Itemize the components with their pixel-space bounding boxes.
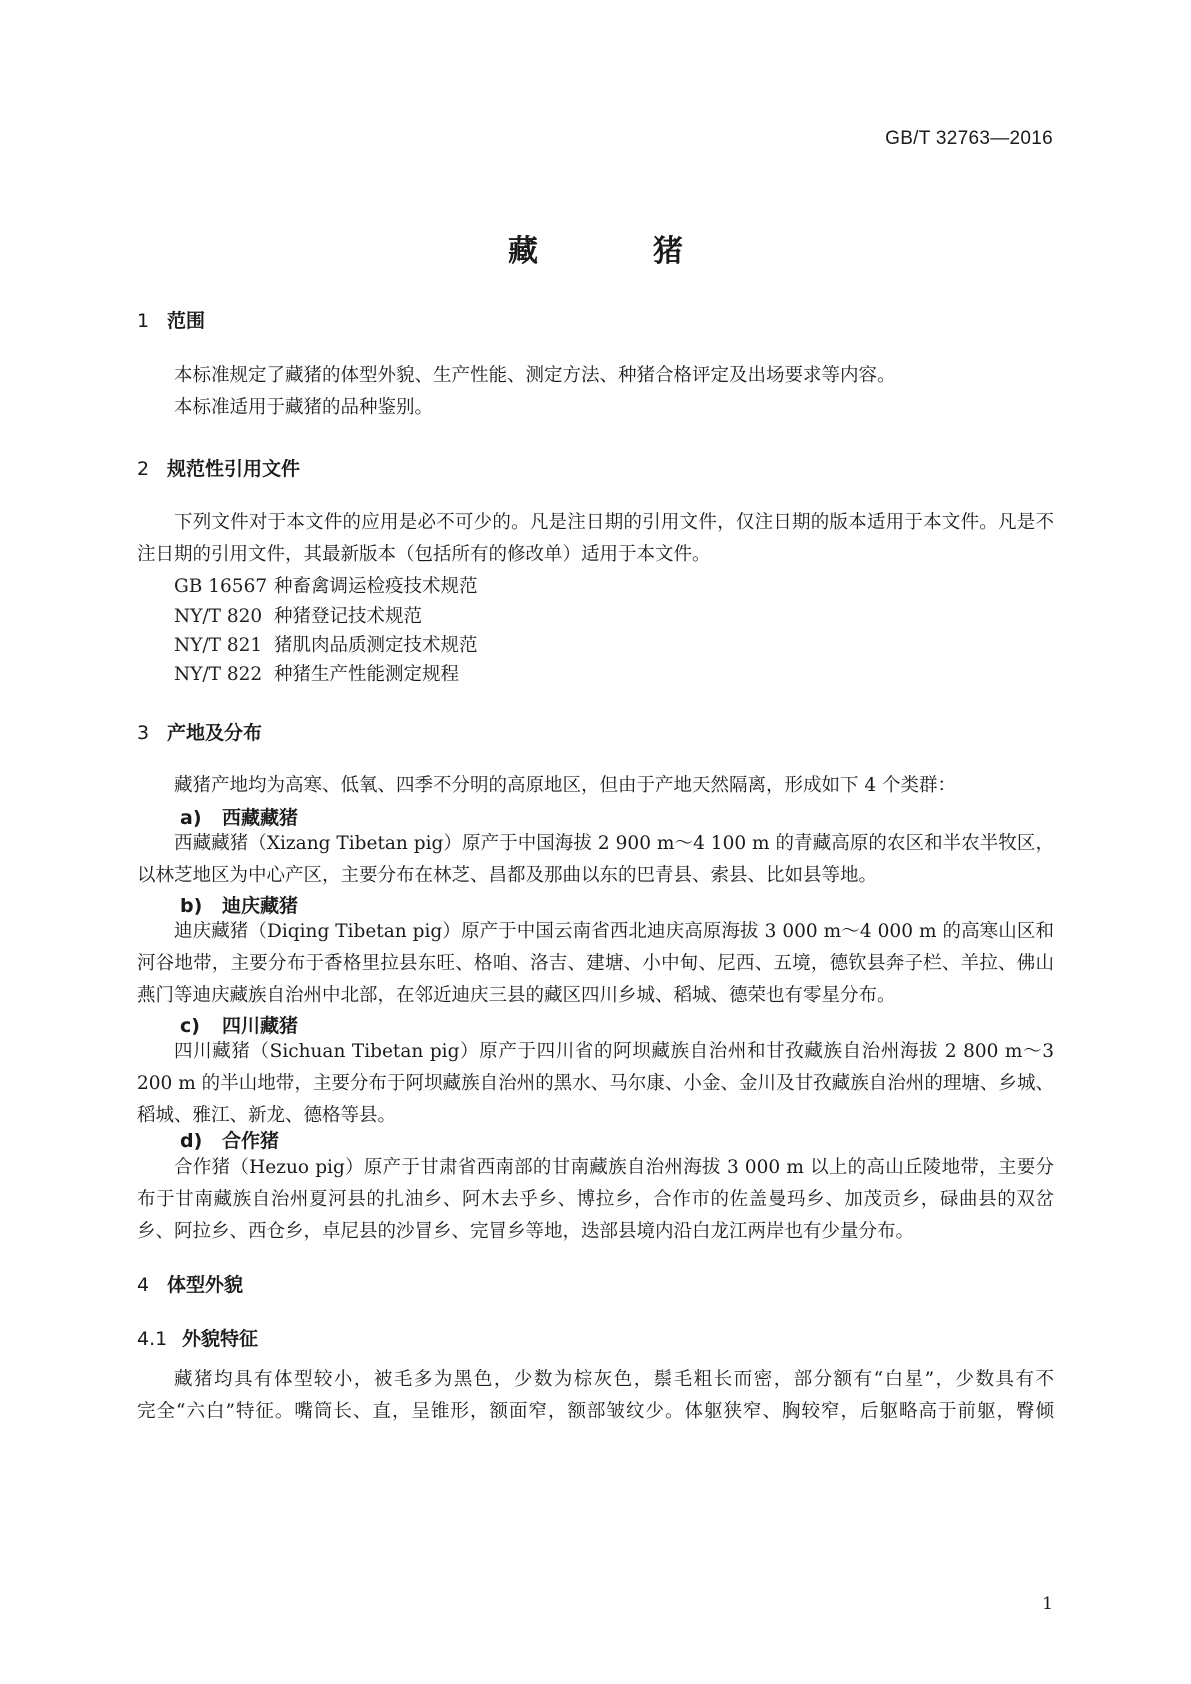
- section-title: 规范性引用文件: [167, 458, 301, 480]
- document-title: [0, 226, 1191, 270]
- subgroup-label: a): [180, 807, 202, 829]
- paragraph: 下列文件对于本文件的应用是必不可少的。凡是注日期的引用文件，仅注日期的版本适用于本文件。凡是不注日期的引用文件，其最新版本（包括所有的修改单）适用于本文件。: [137, 512, 1054, 565]
- reference-item: [174, 602, 422, 628]
- section-heading-1: [137, 306, 205, 333]
- subgroup-name: 西藏藏猪: [222, 807, 299, 829]
- subgroup-label: b): [180, 895, 203, 917]
- paragraph: 合作猪（Hezuo pig）原产于甘肃省西南部的甘南藏族自治州海拔 3 000 m 以上的高山丘陵地带，主要分布于甘南藏族自治州夏河县的扎油乡、阿木去乎乡、博拉乡，合作市的佐盖曼玛乡、加茂贡乡，碌曲县的双岔乡、阿拉乡、西仓乡，卓尼县的沙冒乡、完冒乡等地，迭部县境内沿白龙江两岸也有少量分布。: [137, 1157, 1054, 1242]
- paragraph: 四川藏猪（Sichuan Tibetan pig）原产于四川省的阿坝藏族自治州和甘孜藏族自治州海拔 2 800 m～3 200 m 的半山地带，主要分布于阿坝藏族自治州的黑水、马尔康、小金、金川及甘孜藏族自治州的理塘、乡城、稻城、雅江、新龙、德格等县。: [137, 1041, 1054, 1126]
- page-number: 1: [1042, 1594, 1053, 1614]
- paragraph: 本标准适用于藏猪的品种鉴别。: [174, 397, 434, 418]
- reference-name: 种猪生产性能测定规程: [274, 664, 460, 685]
- section-number: 1: [137, 310, 150, 332]
- paragraph: 西藏藏猪（Xizang Tibetan pig）原产于中国海拔 2 900 m～4 100 m 的青藏高原的农区和半农半牧区，以林芝地区为中心产区，主要分布在林芝、昌都及那曲以东的巴青县、索县、比如县等地。: [137, 833, 1054, 886]
- section-heading-2: [137, 454, 300, 481]
- subgroup-heading-d: [180, 1126, 279, 1153]
- paragraph: 本标准规定了藏猪的体型外貌、生产性能、测定方法、种猪合格评定及出场要求等内容。: [174, 365, 896, 386]
- reference-item: [174, 660, 459, 686]
- subgroup-label: c): [180, 1015, 200, 1037]
- subsection-heading-4-1: [137, 1324, 258, 1351]
- paragraph-line: 完全“六白”特征。嘴筒长、直，呈锥形，额面窄，额部皱纹少。体躯狭窄、胸较窄，后躯略高于前躯，臀倾: [137, 1401, 1054, 1422]
- subsection-number: 4.1: [137, 1328, 168, 1350]
- section-number: 4: [137, 1274, 150, 1296]
- section-title: 体型外貌: [167, 1274, 244, 1296]
- section-heading-3: [137, 718, 262, 745]
- title-char-1: 藏: [508, 234, 538, 269]
- section-title: 产地及分布: [167, 722, 263, 744]
- subgroup-name: 四川藏猪: [222, 1015, 299, 1037]
- reference-code: NY/T 821: [174, 635, 263, 656]
- reference-code: NY/T 820: [174, 606, 263, 627]
- subgroup-label: d): [180, 1130, 203, 1152]
- subgroup-heading-b: [180, 891, 298, 918]
- reference-name: 种畜禽调运检疫技术规范: [274, 576, 478, 597]
- reference-item: [174, 631, 478, 657]
- section-number: 2: [137, 458, 150, 480]
- reference-item: [174, 572, 478, 598]
- section-title: 范围: [167, 310, 206, 332]
- reference-name: 种猪登记技术规范: [274, 606, 423, 627]
- title-char-2: 猪: [653, 234, 683, 269]
- subgroup-name: 合作猪: [222, 1130, 280, 1152]
- subgroup-heading-a: [180, 803, 298, 830]
- reference-code: NY/T 822: [174, 664, 263, 685]
- paragraph: 藏猪产地均为高寒、低氧、四季不分明的高原地区，但由于产地天然隔离，形成如下 4 个类群：: [174, 775, 957, 796]
- paragraph-line: 藏猪均具有体型较小，被毛多为黑色，少数为棕灰色，鬃毛粗长而密，部分额有“白星”，少数具有不: [174, 1369, 1054, 1390]
- section-heading-4: [137, 1270, 243, 1297]
- subgroup-heading-c: [180, 1011, 298, 1038]
- subgroup-name: 迪庆藏猪: [222, 895, 299, 917]
- standard-code: GB/T 32763—2016: [885, 128, 1053, 149]
- section-number: 3: [137, 722, 150, 744]
- reference-name: 猪肌肉品质测定技术规范: [274, 635, 478, 656]
- paragraph: 迪庆藏猪（Diqing Tibetan pig）原产于中国云南省西北迪庆高原海拔 3 000 m～4 000 m 的高寒山区和河谷地带，主要分布于香格里拉县东旺、格咱、洛吉、建塘、小中甸、尼西、五境，德钦县奔子栏、羊拉、佛山燕门等迪庆藏族自治州中北部，在邻近迪庆三县的藏区四川乡城、稻城、德荣也有零星分布。: [137, 921, 1054, 1006]
- reference-code: GB 16567: [174, 576, 268, 597]
- subsection-title: 外貌特征: [182, 1328, 259, 1350]
